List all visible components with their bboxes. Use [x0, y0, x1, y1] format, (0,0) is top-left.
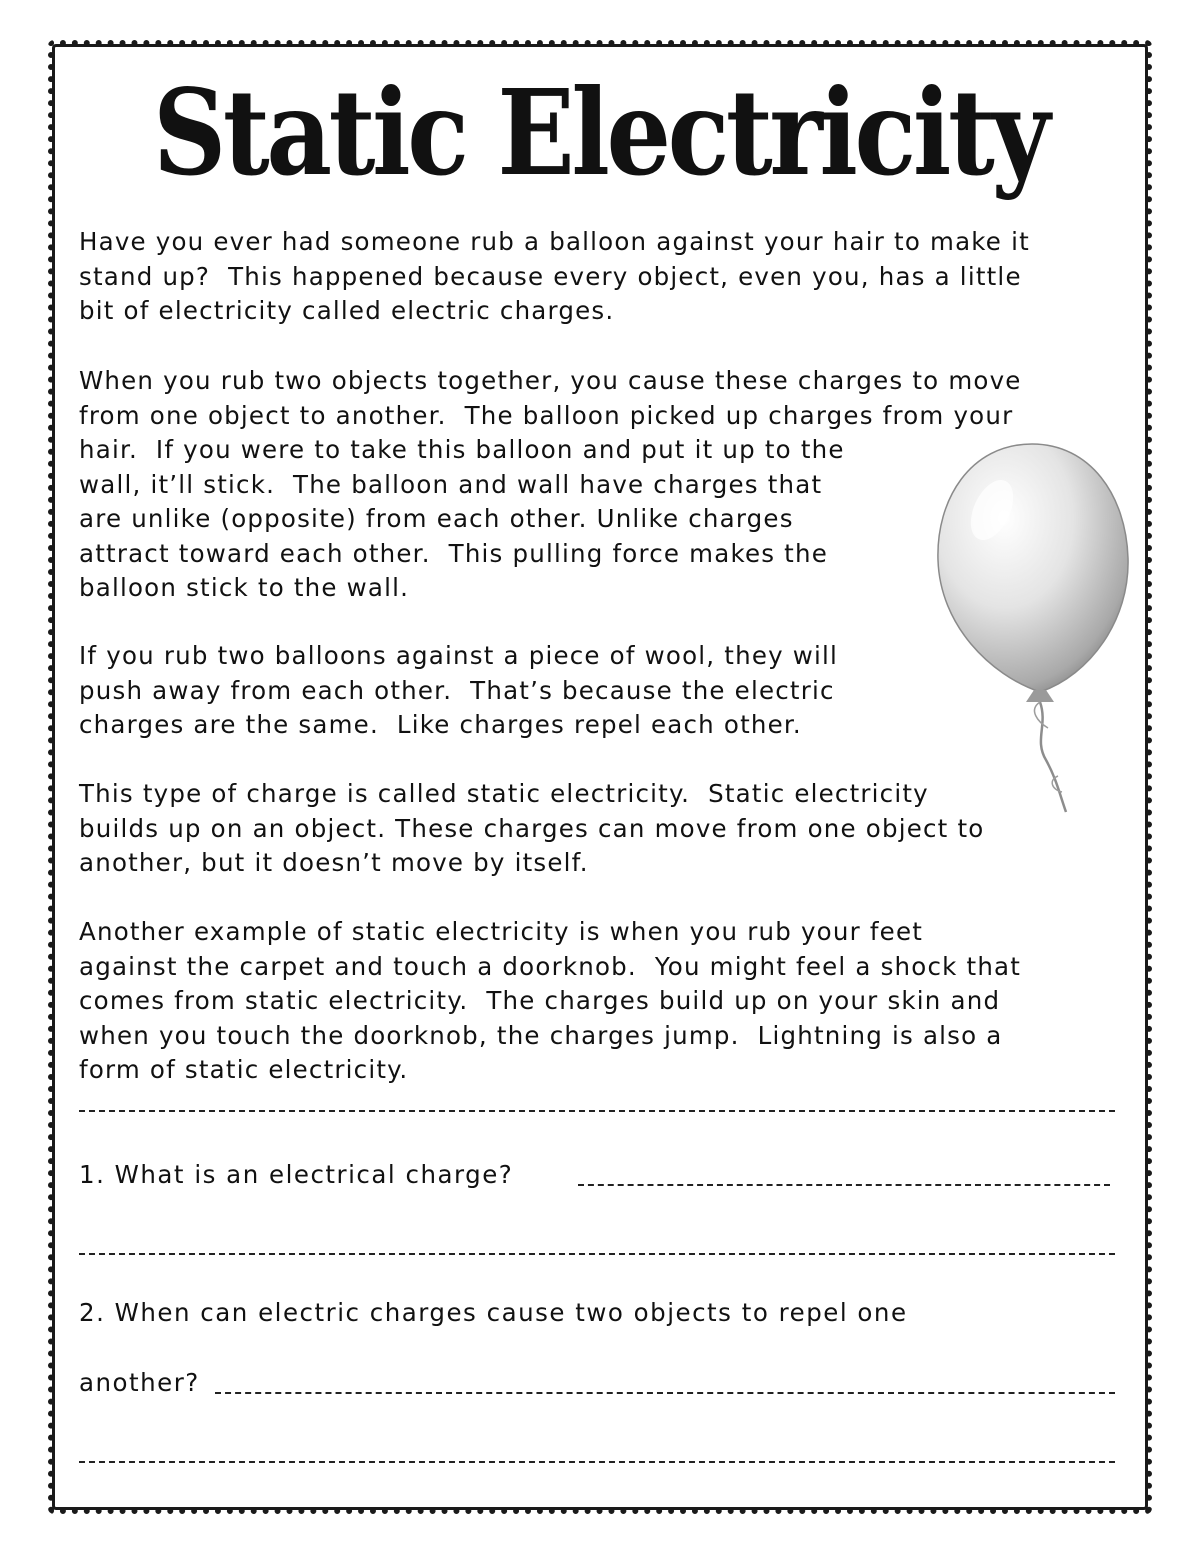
- answer-line[interactable]: [578, 1184, 1110, 1186]
- paragraph-doorknob: Another example of static electricity is when you rub your feet against the carpet and touch a doorknob. You might feel a shock that comes from static electricity. The charges build up on your skin and when you touch the doorknob, the charges jump. Lightning is also a form of static electricity.: [79, 917, 1022, 1084]
- question-2-prompt: 2. When can electric charges cause two objects to repel one: [79, 1298, 908, 1327]
- answer-line[interactable]: [215, 1392, 1115, 1394]
- question-2-prompt-continued: another?: [79, 1368, 200, 1397]
- paragraph-rubbing: When you rub two objects together, you cause these charges to move from one object to another. The balloon picked up charges from your hair. If you were to take this balloon and put it up to the wall, it’ll stick. The balloon and wall have charges that are unlike (opposite) from each other. Unlike charges attract toward each other. This pulling force makes the balloon stick to the wall.: [79, 366, 1022, 602]
- worksheet-title: Static Electricity: [153, 63, 1047, 202]
- paragraph-definition: This type of charge is called static electricity. Static electricity builds up on an object. These charges can move from one object to another, but it doesn’t move by itself.: [79, 779, 985, 877]
- divider-line: [79, 1110, 1115, 1112]
- paragraph-intro: Have you ever had someone rub a balloon against your hair to make it stand up? This happened because every object, even you, has a little bit of electricity called electric charges.: [79, 227, 1030, 325]
- answer-line[interactable]: [79, 1253, 1115, 1255]
- balloon-icon: [930, 440, 1135, 820]
- question-1-prompt: 1. What is an electrical charge?: [79, 1160, 514, 1189]
- answer-line[interactable]: [79, 1461, 1115, 1463]
- paragraph-repel: If you rub two balloons against a piece of wool, they will push away from each other. That’s because the electric charges are the same. Like charges repel each other.: [79, 641, 839, 739]
